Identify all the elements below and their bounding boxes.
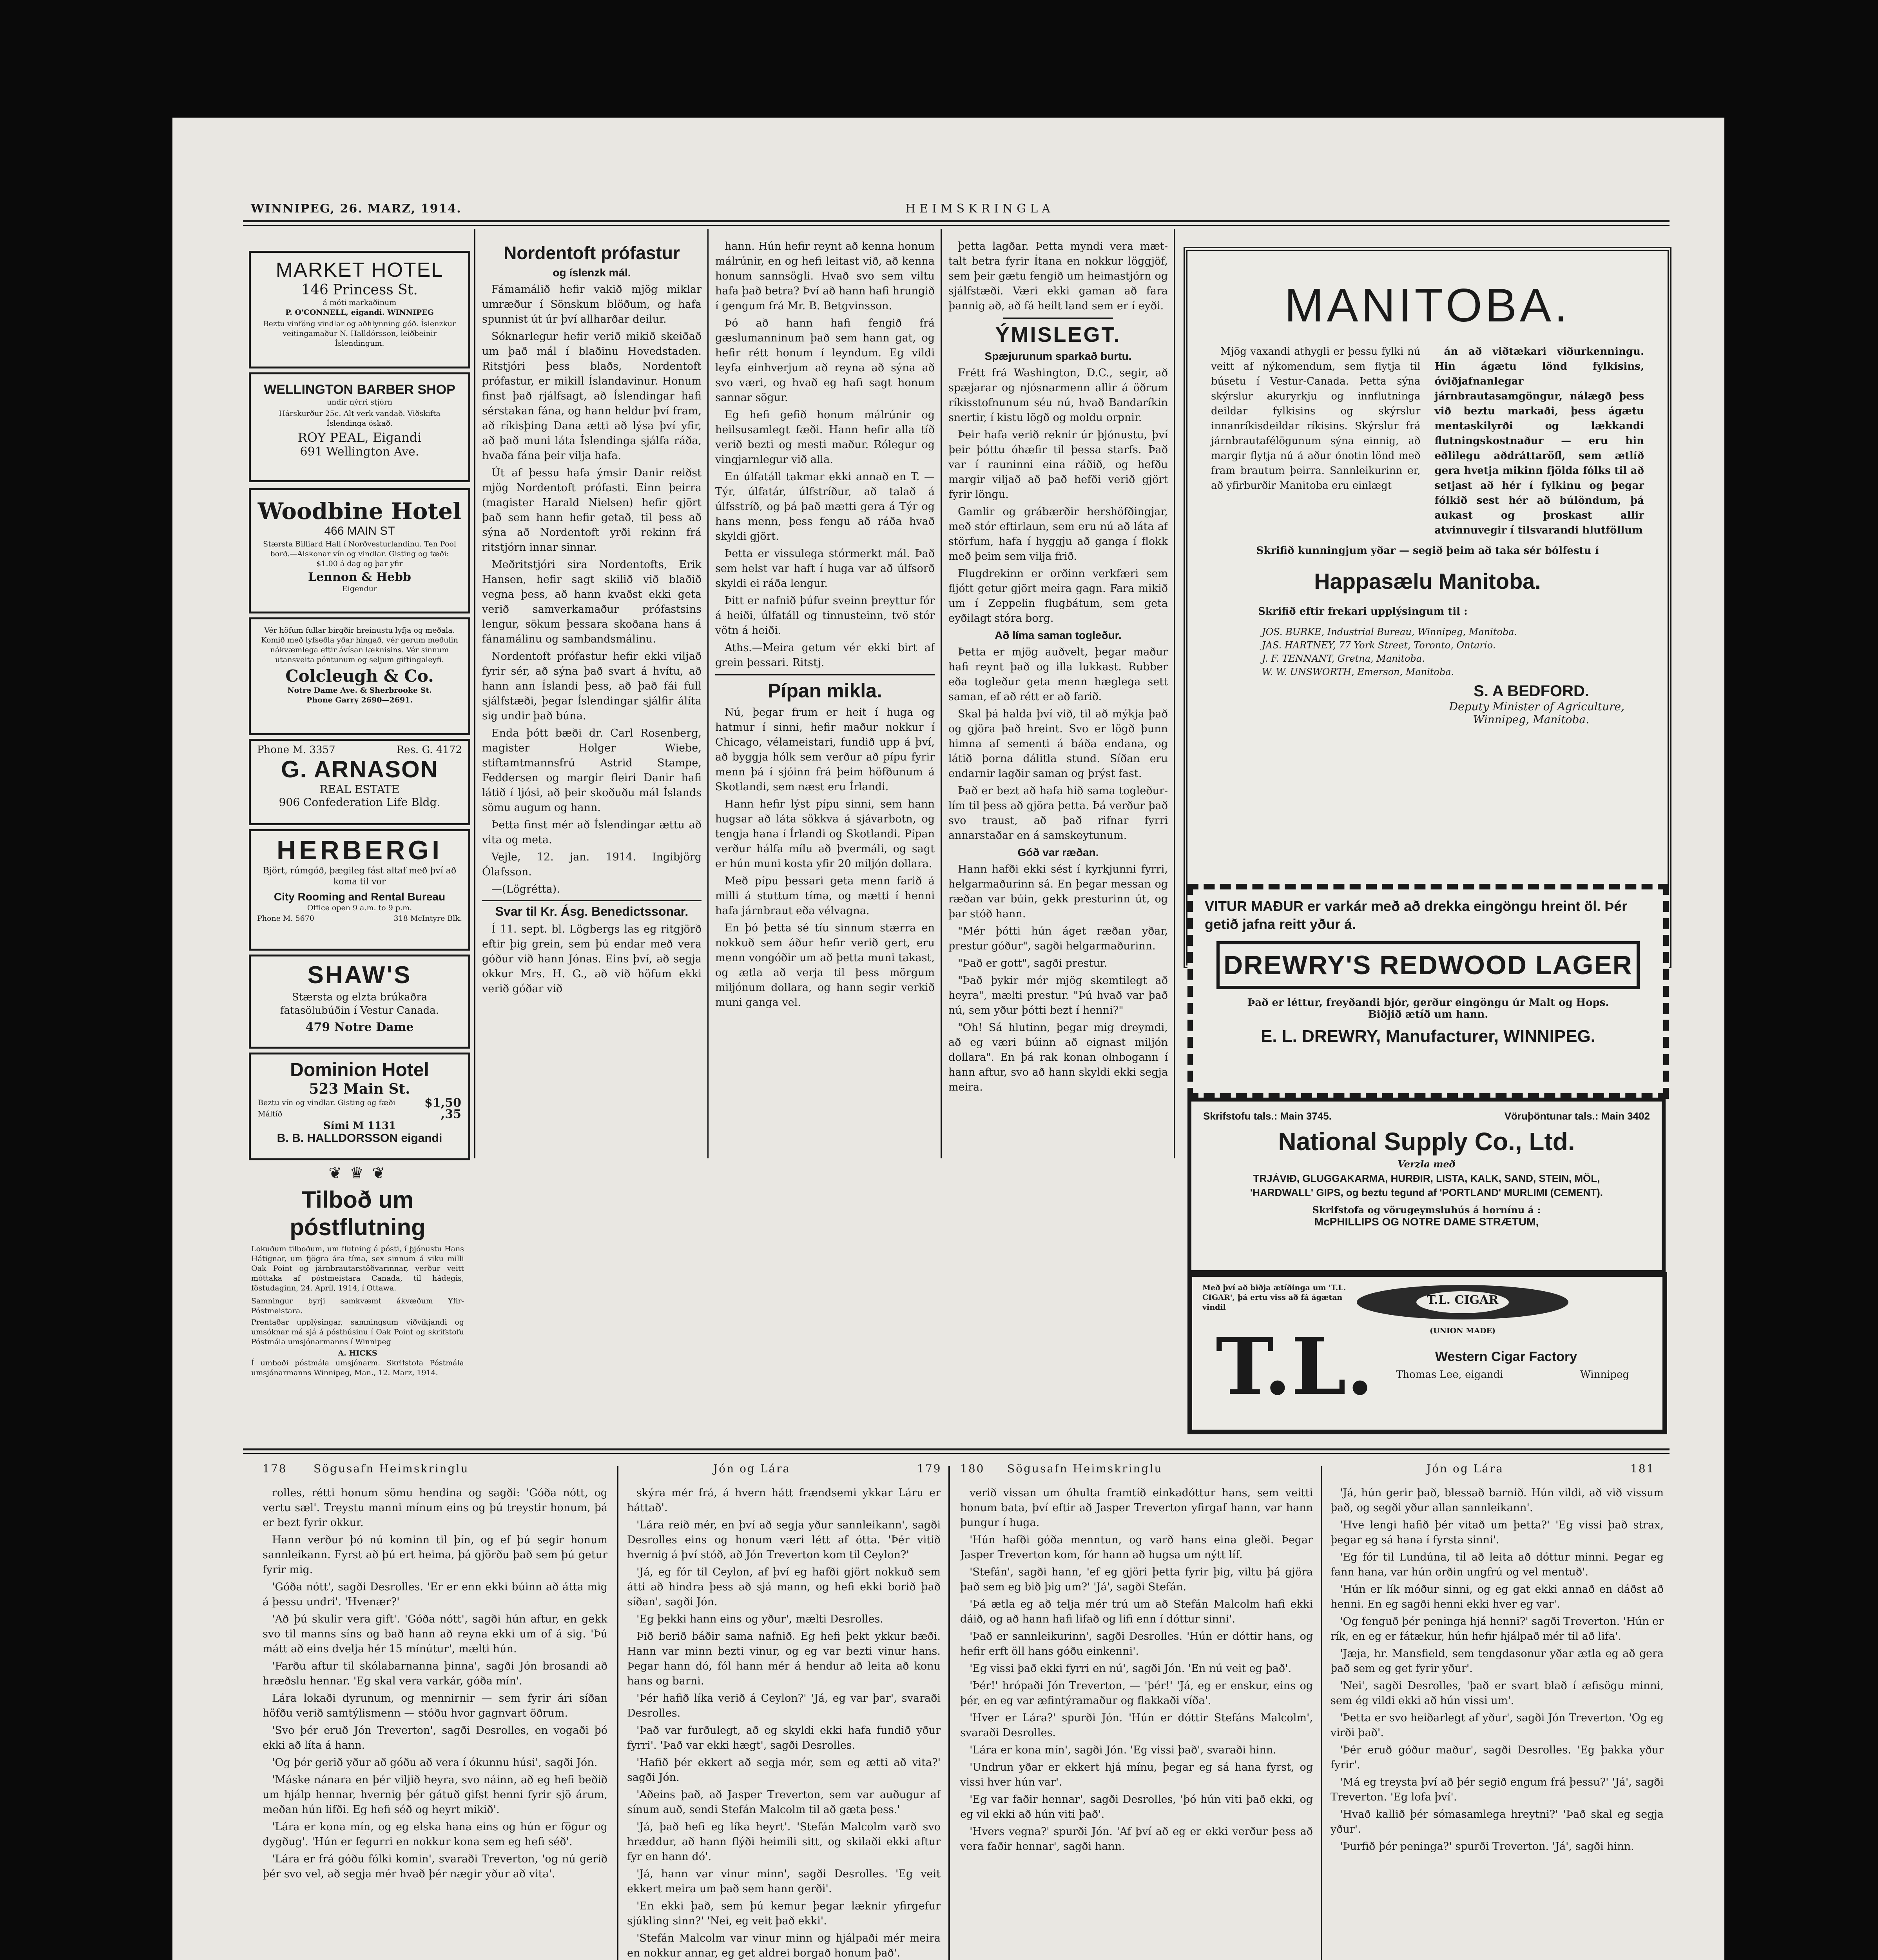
story-paragraph: 'Lára er kona mín', sagði Jón. 'Eg vissi það', svaraði hinn. (970, 1744, 1276, 1756)
page-number: 178 (263, 1462, 287, 1475)
column-rule (1174, 229, 1175, 1158)
tilbod-notice (249, 1164, 466, 1454)
page-running-title: Sögusafn Heimskringlu (1007, 1462, 1163, 1475)
story-paragraph: 'Góða nótt', sagði Desrolles. 'Er er enn ekki búinn að átta mig á þessu undri'. 'Hvenær?' (263, 1581, 607, 1608)
contact-line: JOS. BURKE, Industrial Bureau, Winnipeg, Manitoba. (1262, 626, 1517, 637)
story-paragraph: 'Eg þekki hann eins og yður', mælti Desrolles. (636, 1613, 884, 1625)
ad-address: 479 Notre Dame (305, 1020, 414, 1034)
ad-address: 906 Confederation Life Bldg. (279, 796, 440, 809)
story-paragraph: 'Má eg treysta því að þér segið engum frá þessu?' 'Já', sagði Treverton. 'Eg lofa því'. (1331, 1776, 1664, 1803)
article-subtitle: Spæjurunum sparkað burtu. (984, 350, 1132, 362)
story-paragraph: Lára lokaði dyrunum, og mennirnir — sem fyrir ári síðan höfðu verið samtýlismenn — stóðu hvor gagnvart öðrum. (263, 1692, 607, 1719)
article-paragraph: Gamlir og grábærðir hershöfðingjar, með stór eftirlaun, sem eru nú að láta af störfum, hafa í hyggju að ganga í flokk með þeim sem vilja frið. (948, 506, 1168, 563)
page-running-title: Sögusafn Heimskringlu (314, 1462, 469, 1475)
article-body (715, 239, 935, 670)
article-paragraph: Fámamálið hefir vakið mjög miklar umræður í Sönskum blöðum, og hafa spunnist út úr því allharðar deilur. (482, 283, 702, 325)
column-rule (707, 229, 709, 1158)
national-supply-ad (1187, 1098, 1666, 1274)
article-paragraph: En úlfatáll takmar ekki annað en T. — Týr, úlfatár, úlfstríður, að talað á úlfsstríð, og þá það mætti gera á Týr og hans menn, þess fengu að ráða hvað skyldi gjört. (715, 471, 935, 543)
story-paragraph: 'Og fenguð þér peninga hjá henni?' sagði Treverton. 'Hún er rík, en eg er fátækur, hún hefir hjálpað mér til að lifa'. (1331, 1615, 1664, 1642)
story-paragraph: 'Stefán Malcolm var vinur minn og hjálpaði mér meira en nokkur annar, eg get aldrei borgað honum það'. (627, 1932, 941, 1959)
market-hotel-ad (249, 251, 470, 368)
story-paragraph: 'Þetta er svo heiðarlegt af yður', sagði Jón Treverton. 'Og eg virði það'. (1331, 1712, 1664, 1739)
ad-address: 466 MAIN ST (324, 524, 395, 537)
ad-text: á móti markaðinum (323, 298, 397, 307)
ad-address: McPHILLIPS OG NOTRE DAME STRÆTUM, (1314, 1216, 1539, 1228)
ad-title: MARKET HOTEL (276, 259, 444, 281)
ad-text: án að viðtækari viðurkenningu. Hin ágætu lönd fylkisins, óviðjafnanlegar járnbrautasamgöngur, nálægð þess við beztu markaði, þess ágætu mentaskilyrði og lækkandi flutningskostnaður — eru hin eðlilegu aðdráttaröfl, sem ætlíð gera hvetja mikinn fjölda fólks til að setjast að hér í fylkinu og þegar fólkið sest hér að búlöndum, þá aukast og þroskast allir atvinnuvegir í tilsvarandi hlutföllum (1434, 346, 1644, 536)
ad-text: Það er léttur, freyðandi bjór, gerður eingöngu úr Malt og Hops. Biðjið ætíð um hann. (1247, 997, 1609, 1020)
divider (1003, 318, 1113, 319)
ad-address: Notre Dame Ave. & Sherbrooke St. (287, 686, 432, 695)
ad-phone: Sími M 1131 (323, 1120, 396, 1132)
article-paragraph: Þetta er mjög auðvelt, þegar maður hafi reynt það og illa lukkast. Rubber eða togleður geta menn hæglega sett saman, ef að rétt er að farið. (948, 646, 1168, 703)
header-rule (243, 220, 1670, 222)
story-paragraph: 'Þér hafið líka verið á Ceylon?' 'Já, eg var þar', svaraði Desrolles. (627, 1692, 941, 1719)
article-paragraph: Sóknarlegur hefir verið mikið skeiðað um það mál í blaðinu Hovedstaden. Ritstjóri þess blaðs, Nordentoft prófastur, er mikill Íslandavinur. Honum finst það rjálfsagt, að Íslendingar hafi sérstakan fána, og hann heldur því fram, að ríkisþing Dana ætti að lýsa því yfir, að það muni láta Íslendinga sjálfa ráða, hvaða fána þeir vilja hafa. (482, 330, 702, 462)
story-paragraph: 'Eg vissi það ekki fyrri en nú', sagði Jón. 'En nú veit eg það'. (970, 1662, 1292, 1675)
article-body (948, 366, 1168, 626)
story-paragraph: 'Stefán', sagði hann, 'ef eg gjöri þetta fyrir þig, viltu þá gjöra það sem eg bið þig um?' 'Já', sagði Stefán. (960, 1566, 1313, 1593)
article-paragraph: Þetta finst mér að Íslendingar ættu að vita og meta. (482, 819, 702, 846)
story-column (1331, 1486, 1664, 1960)
article-paragraph: Nordentoft prófastur hefir ekki viljað fyrir sér, að sýna það svart á hvítu, að hann ann Íslandi þess, að það fái full sjálfstæði, þegar Íslendingar sjálfir álíta sig undir það búna. (482, 650, 702, 722)
ymislegt-column (948, 239, 1168, 1156)
ad-title: Woodbine Hotel (257, 498, 462, 524)
article-paragraph: Hann hefir lýst pípu sinni, sem hann hugsar að láta sökkva á sjávarbotn, og tengja hana í Írlandi og Skotlandi. Pípan verður hálfa mílu að þvermáli, og sagt er hún muni kosta yfir 20 miljón dollara. (715, 798, 935, 870)
ad-title: SHAW'S (307, 962, 412, 989)
story-paragraph: 'Já, hún gerir það, blessað barnið. Hún vildi, að við vissum það, og segði yður allan sannleikann'. (1331, 1487, 1664, 1514)
article-paragraph: "Oh! Sá hlutinn, þegar mig dreymdi, að eg væri búinn að eignast miljón dollara". En þá rak konan olnbogann í hann aftur, svo að hann skyldi ekki segja meira. (948, 1022, 1168, 1093)
article-paragraph: þetta lagðar. Þetta myndi vera mæt-talt betra fyrir Ítana en nokkur löggjöf, sem þeir gætu fengið um heimastjórn og sjálfstæði. Væri ekki gaman að fara þannig að, að fá heilt land sem er í eyði. (948, 240, 1168, 312)
ad-text: undir nýrri stjórn (326, 398, 393, 407)
article-paragraph: Flugdrekinn er orðinn verkfæri sem fljótt getur gjört meira gagn. Fara mikið um í Zeppelin flugbátum, sem geta eyðilagt stóra borg. (948, 568, 1168, 624)
ad-brand: DREWRY'S REDWOOD LAGER (1224, 950, 1633, 980)
story-paragraph: 'Jæja, hr. Mansfield, sem tengdasonur yðar ætla eg að gera það sem eg get fyrir yður'. (1331, 1648, 1664, 1675)
crown-ornament-icon: ❦ ♛ ❦ (328, 1164, 387, 1182)
ad-owner: Lennon & Hebb (308, 570, 411, 584)
article-title: Nordentoft prófastur (504, 243, 680, 263)
article-paragraph: Þeir hafa verið reknir úr þjónustu, því þeir þóttu óhæfir til þessa starfs. Það var í rauninni eina ráðið, og hefðu margir viljað að það hefði verið gjört fyrir löngu. (948, 429, 1168, 501)
story-column (627, 1486, 941, 1960)
article-paragraph: Nú, þegar frum er heit í huga og hatmur í sinni, hefir maður nokkur í Chicago, vélameistari, fundið upp á því, að byggja hólk sem verður að pípu fyrir menn þá í sjóinn frá þeim höfðunum á Skotlandi, sem næst eru Írlandi. (715, 706, 935, 793)
ad-text: Máltíð (258, 1110, 283, 1118)
ad-price: $1,50 (424, 1096, 461, 1110)
article-paragraph: En þó þetta sé tíu sinnum stærra en nokkuð sem áður hefir verið gert, eru menn vongóðir um að þetta muni takast, og ætla að verja til þess mörgum miljónum dollara, og hann segir verkið muni ganga vel. (715, 922, 935, 1009)
arnason-ad (249, 739, 470, 825)
contact-list (1187, 617, 1668, 679)
cigar-band-label: T.L. CIGAR (1427, 1293, 1499, 1307)
article-body (948, 645, 1168, 843)
story-paragraph: 'Svo þér eruð Jón Treverton', sagði Desrolles, en vogaði þó ekki að líta á hann. (263, 1724, 607, 1751)
story-paragraph: 'Hún er lík móður sinni, og eg gat ekki annað en dáðst að henni. En eg sagði henni ekki hver eg var'. (1331, 1583, 1664, 1610)
story-paragraph: 'Hún hafði góða menntun, og varð hans eina gleði. Þegar Jasper Treverton kom, fór hann að hugsa um nýtt líf. (960, 1534, 1313, 1561)
ad-title: Colcleugh & Co. (285, 666, 434, 686)
dominion-hotel-ad (249, 1053, 470, 1160)
section-title: ÝMISLEGT. (995, 323, 1121, 347)
page-fold-rule (948, 1466, 950, 1960)
story-paragraph: 'Hver er Lára?' spurði Jón. 'Hún er dóttir Stefáns Malcolm', svaraði Desrolles. (960, 1712, 1313, 1739)
story-paragraph: 'Nei', sagði Desrolles, 'það er svart blað í æfisögu minni, sem ég vildi ekki að hún vissi um'. (1331, 1680, 1664, 1707)
story-paragraph: 'Eg var faðir hennar', sagði Desrolles, 'þó hún viti það ekki, og eg vil ekki að hún viti það'. (960, 1793, 1313, 1820)
article-paragraph: Eg hefi gefið honum málrúnir og heilsusamlegt fæði. Hann hefir alla tíð verið bezti og mesti maður. Rólegur og vingjarnlegur við alla. (715, 409, 935, 466)
ad-text: Eigendur (342, 584, 377, 593)
masthead (251, 202, 1662, 218)
tl-cigar-ad (1187, 1272, 1667, 1434)
page-number: 179 (917, 1462, 942, 1475)
story-paragraph: 'Undrun yðar er ekkert hjá mínu, þegar eg sá hana fyrst, og vissi hver hún var'. (960, 1761, 1313, 1788)
ad-text: Winnipeg, Manitoba. (1473, 713, 1589, 726)
drewry-ad (1187, 884, 1669, 1099)
story-paragraph: Hann verður þó nú kominn til þín, og ef þú segir honum sannleikann. Fyrst að þú ert heima, þá gjörðu það sem þú getur fyrir mig. (263, 1534, 607, 1576)
page-number: 180 (960, 1462, 985, 1475)
article-paragraph: Skal þá halda því við, til að mýkja það og gjöra það hreint. Svo er lögð þunn himna af sementi á báða endana, og látið þorna dálitla stund. Síðan eru endarnir lagðir saman og þrýst fast. (948, 708, 1168, 780)
divider (715, 674, 935, 675)
header-rule-thin (243, 225, 1670, 226)
center-column (715, 239, 935, 1156)
ad-title: MANITOBA. (1284, 279, 1571, 332)
story-paragraph: 'Já, hann var vinur minn', sagði Desrolles. 'Eg veit ekkert meira um það sem hann gerði'. (627, 1868, 941, 1895)
ad-address: 146 Princess St. (301, 282, 418, 298)
ad-phone: Phone M. 5670 (257, 914, 314, 923)
article-paragraph: Þetta er vissulega stórmerkt mál. Það sem helst var haft í huga var að úlfsorð skyldi ei ráða lengur. (715, 548, 935, 590)
ad-address: 318 McIntyre Blk. (393, 914, 462, 923)
ad-text: Skrifstofa og vörugeymsluhús á hornínu á : (1312, 1204, 1541, 1216)
ad-brand: T.L. (1216, 1321, 1374, 1413)
story-paragraph: 'Það var furðulegt, að eg skyldi ekki hafa fundið yður fyrri'. 'Það var ekki hægt', sagði Desrolles. (627, 1724, 941, 1751)
story-paragraph: 'Hvers vegna?' spurði Jón. 'Af því að eg er ekki verður þess að vera faðir hennar', sagði hann. (960, 1826, 1313, 1853)
article-paragraph: "Það er gott", sagði prestur. (958, 957, 1108, 969)
ad-title: HERBERGI (277, 835, 442, 865)
article-paragraph: Með pípu þessari geta menn farið á milli á stuttum tíma, og mætti í henni hafa járnbraut eða vélvagna. (715, 875, 935, 917)
article-paragraph: Þitt er nafnið þúfur sveinn þreyttur fór á heiði, úlfatáll og tinnusteinn, tvö stór vötn á heiði. (715, 595, 935, 637)
story-paragraph: verið vissan um óhulta framtíð einkadóttur hans, sem veitti honum bata, því eftir að Jasper Treverton yfirgaf hann, var hann þungur í huga. (960, 1487, 1313, 1529)
story-paragraph: 'Hve lengi hafið þér vitað um þetta?' 'Eg vissi það strax, þegar eg sá hana í fyrsta sinni'. (1331, 1519, 1664, 1546)
article-title: Svar til Kr. Ásg. Benedictssonar. (495, 904, 689, 918)
column-rule (1321, 1466, 1322, 1960)
article-paragraph: Hann hafði ekki sést í kyrkjunni fyrri, helgarmaðurinn sá. En þegar messan og ræðan var búin, gekk presturinn út, og þar stóð hann. (948, 863, 1168, 920)
story-paragraph: 'Lára er kona mín, og eg elska hana eins og hún er fögur og dygðug'. 'Hún er fegurri en nokkur kona sem eg hefi séð'. (263, 1821, 607, 1848)
story-paragraph: 'En ekki það, sem þú kemur þegar læknir yfirgefur sjúkling sinn?' 'Nei, eg veit það ekki'. (627, 1900, 941, 1927)
article-paragraph: hann. Hún hefir reynt að kenna honum málrúnir, en og hefi leitast við, að kenna honum sannsögli. Hvað svo sem viltu hafa það betra? Því að hann hafi hrungið í gengum frá Mr. B. Betgvinsson. (715, 240, 935, 312)
ad-title: Western Cigar Factory (1435, 1349, 1577, 1364)
article-paragraph: Í 11. sept. bl. Lögbergs las eg ritgjörð eftir þig grein, sem þú endar með vera góður við hann Jónas. Eins því, að segja okkur Mrs. H. G., að við höfum ekki verið góðar við (482, 923, 702, 995)
contact-line: W. W. UNSWORTH, Emerson, Manitoba. (1262, 666, 1454, 677)
ad-phone: Vöruþöntunar tals.: Main 3402 (1504, 1110, 1650, 1122)
story-paragraph: 'Farðu aftur til skólabarnanna þinna', sagði Jón brosandi að hræðslu hennar. 'Eg skal vera varkár, góða mín'. (263, 1660, 607, 1687)
ad-text: (UNION MADE) (1429, 1327, 1496, 1335)
section-rule (243, 1448, 1670, 1450)
ad-phone: Phone Garry 2690—2691. (306, 696, 413, 704)
ad-text: Verzla með (1398, 1158, 1456, 1170)
ad-text: Beztu vinföng vindlar og aðhlynning góð. Íslenzkur veitingamaður N. Halldórsson, leiðbeinir Íslendingum. (263, 319, 456, 348)
story-paragraph: 'Já, það hefi eg líka heyrt'. 'Stefán Malcolm varð svo hræddur, að hann flýði heimili sitt, og skilaði ekki aftur fyr en hann dó'. (627, 1821, 941, 1863)
manitoba-ad (1184, 247, 1671, 968)
story-paragraph: 'Að þú skulir vera gift'. 'Góða nótt', sagði hún aftur, en gekk svo til manns síns og bað hann að reyna ekki um of á sig. 'Þú mátt að eins dvelja hér 15 mínútur', mælti hún. (263, 1613, 607, 1655)
article-paragraph: "Það þykir mér mjög skemtilegt að heyra", mælti prestur. "Þú hvað var það nú, sem yður þótti bezt í henni?" (948, 975, 1168, 1016)
article-paragraph: Meðritstjóri sira Nordentofts, Erik Hansen, hefir sagt skilið við blaðið vegna þess, að hann kvaðst ekki geta verið samverkamaður prófastsins lengur, sökum þessara skoðana hans á fánamálinu og sambandsmálinu. (482, 559, 702, 645)
story-column (263, 1486, 607, 1960)
article-subtitle: Að líma saman togleður. (995, 629, 1122, 641)
paper-title: HEIMSKRINGLA (905, 202, 1054, 216)
notice-title: Tilboð um póstflutning (290, 1187, 426, 1240)
story-column (960, 1486, 1313, 1960)
notice-text: Prentaðar upplýsingar, samningsum viðvíkjandi og umsóknar má sjá á pósthúsinu í Oak Point og skrifstofu Póstmála umsjónarmanns í Winnipeg (251, 1318, 464, 1346)
ad-title: WELLINGTON BARBER SHOP (264, 382, 455, 397)
article-subtitle: og íslenzk mál. (553, 267, 631, 279)
ad-text: Deputy Minister of Agriculture, (1449, 700, 1624, 713)
ad-text: Hárskurður 25c. Alt verk vandað. Viðskifta Íslendinga óskað. (279, 409, 440, 428)
ad-text: Skrifið kunningjum yðar — segið þeim að taka sér bólfestu í (1256, 545, 1599, 557)
ad-title: G. ARNASON (281, 756, 439, 782)
column-rule (617, 1466, 618, 1960)
story-paragraph: 'Eg fór til Lundúna, til að leita að dóttur minni. Þegar eg fann hana, var hún orðin ungfrú og vel mentuð'. (1331, 1551, 1664, 1578)
contact-line: J. F. TENNANT, Gretna, Manitoba. (1262, 653, 1425, 664)
story-paragraph: 'Já, eg fór til Ceylon, af því eg hafði gjört nokkuð sem átti að hindra þess að sjá mann, og hefi ekki borið það síðan', sagði Jón. (627, 1566, 941, 1608)
ad-address: 523 Main St. (309, 1081, 410, 1097)
story-paragraph: 'Þurfið þér peninga?' spurði Treverton. 'Já', sagði hinn. (1340, 1840, 1634, 1853)
column-rule (941, 229, 942, 1158)
newspaper-page (172, 118, 1724, 1960)
story-paragraph: Þið berið báðir sama nafnið. Eg hefi þekt ykkur bæði. Hann var minn bezti vinur, og eg var bezti vinur hans. Þegar hann dó, fól hann mér á hendur að leita að konu hans og barni. (627, 1630, 941, 1687)
contact-line: JAS. HARTNEY, 77 York Street, Toronto, Ontario. (1262, 640, 1496, 651)
wellington-barber-ad (249, 372, 470, 482)
story-paragraph: 'Lára er frá góðu fólki komin', svaraði Treverton, 'og nú gerið þér svo vel, að segja mér hvað þér nægir yður að vita'. (263, 1853, 607, 1880)
section-rule-thin (243, 1453, 1670, 1454)
notice-text: Í umboði póstmála umsjónarm. Skrifstofa Póstmála umsjónarmanns Winnipeg, Man., 12. Marz, 1914. (251, 1359, 464, 1377)
ad-headline: Happasælu Manitoba. (1314, 569, 1541, 593)
ad-address: 691 Wellington Ave. (300, 445, 419, 459)
ad-text: Björt, rúmgóð, þægileg fást altaf með því að koma til vor (263, 866, 457, 887)
story-paragraph: 'Það er sannleikurinn', sagði Desrolles. 'Hún er dóttir hans, og hefir erft öll hans góðu einkenni'. (960, 1630, 1313, 1657)
ad-phone: Res. G. 4172 (396, 744, 462, 756)
story-paragraph: 'Máske nánara en þér viljið heyra, svo náinn, að eg hefi beðið um hjálp hennar, hvernig þér gátuð gifst henni fyrir sjö árum, meðan hún lifði. Eg hefi séð og heyrt mikið'. (263, 1774, 607, 1816)
ad-owner: Thomas Lee, eigandi (1396, 1369, 1503, 1381)
story-paragraph: rolles, rétti honum sömu hendina og sagði: 'Góða nótt, og vertu sæl'. Treystu manni mínum eins og þú treystir honum, þá er bezt fyrir okkur. (263, 1487, 607, 1529)
ad-text: Skrifið eftir frekari upplýsingum til : (1258, 606, 1468, 617)
ad-title: Dominion Hotel (290, 1060, 429, 1080)
ad-address: Winnipeg (1580, 1369, 1630, 1381)
colcleugh-ad (249, 617, 470, 735)
woodbine-hotel-ad (249, 488, 470, 613)
ad-text: REAL ESTATE (319, 783, 400, 796)
story-paragraph: 'Þér!' hrópaði Jón Treverton, — 'þér!' 'Já, eg er enskur, eins og þér, en eg var æfintýramaður og flakkaði víða'. (960, 1680, 1313, 1707)
ad-text: Beztu vín og vindlar. Gisting og fæði (258, 1098, 395, 1107)
ad-owner: B. B. HALLDORSSON eigandi (277, 1132, 442, 1145)
story-paragraph: skýra mér frá, á hvern hátt frændsemi ykkar Láru er háttað'. (627, 1487, 941, 1514)
notice-signature: A. HICKS (338, 1349, 377, 1357)
ad-phone: Phone M. 3357 (257, 744, 335, 756)
story-paragraph: 'Og þér gerið yður að góðu að vera í ókunnu húsi', sagði Jón. (272, 1757, 598, 1769)
dateline: WINNIPEG, 26. MARZ, 1914. (251, 202, 462, 216)
article-paragraph: Enda þótt bæði dr. Carl Rosenberg, magister Holger Wiebe, stiftamtmannsfrú Astrid Stampe, Feddersen og margir fleiri Danir hafi látið í ljósi, að þeir skoðuðu mál Íslands sömu augum og hann. (482, 727, 702, 814)
ad-text: Með því að biðja ætíðinga um 'T.L. CIGAR', þá ertu viss að fá ágætan vindil (1202, 1283, 1346, 1312)
ad-text: Stærsta og elzta brúkaðra fatasölubúðin í Vestur Canada. (280, 991, 439, 1016)
ad-text: VITUR MAÐUR er varkár með að drekka eingöngu hreint öl. Þér getið jafna reitt yður á. (1205, 898, 1628, 932)
article-body (482, 282, 702, 880)
article-paragraph: Þó að hann hafi fengið frá gæslumanninum það sem hann gat, og hefir rétt honum í leyndum. Eg vildi leyfa einhverjum að reyna að sýna að svo væri, og hvað eg hafi sagt honum sannar sögur. (715, 317, 935, 404)
notice-text: Lokuðum tilboðum, um flutning á pósti, í þjónustu Hans Hátignar, um fjögra ára tíma, sex sinnum á viku milli Oak Point og járnbrautarstöðvarinnar, verður veitt móttaka af póstmeistara Canada, til hádegis, föstudaginn, 24. Apríl, 1914, í Ottawa. (251, 1245, 464, 1292)
article-body (948, 862, 1168, 1095)
article-paragraph: Aths.—Meira getum vér ekki birt af grein þessari. Ritstj. (715, 642, 935, 669)
ad-signature: S. A BEDFORD. (1474, 682, 1589, 700)
ad-phone: Skrifstofu tals.: Main 3745. (1203, 1110, 1332, 1122)
story-paragraph: 'Hafið þér ekkert að segja mér, sem eg ætti að vita?' sagði Jón. (627, 1757, 941, 1784)
story-paragraph: 'Þér eruð góður maður', sagði Desrolles. 'Eg þakka yður fyrir'. (1331, 1744, 1664, 1771)
story-paragraph: 'Aðeins það, að Jasper Treverton, sem var auðugur af sínum auð, sendi Stefán Malcolm til að gæta þess.' (627, 1789, 941, 1816)
ad-price: ,35 (440, 1107, 461, 1121)
notice-text: Samningur byrji samkvæmt ákvæðum Yfir-Póstmeistara. (251, 1297, 464, 1315)
ad-text: Office open 9 a.m. to 9 p.m. (307, 904, 412, 912)
article-paragraph: Það er bezt að hafa hið sama togleður-lím til þess að gjöra þetta. Þá verður það svo traust, að það rifnar fyrri annarstaðar en á samskeytunum. (948, 785, 1168, 842)
article-paragraph: Vejle, 12. jan. 1914. Ingibjörg Ólafsson. (482, 851, 702, 878)
nordentoft-article (482, 239, 702, 1156)
article-body (715, 705, 935, 1010)
divider (482, 900, 702, 901)
ad-title: National Supply Co., Ltd. (1278, 1127, 1575, 1156)
article-title: Pípan mikla. (768, 680, 882, 702)
shaws-ad (249, 955, 470, 1049)
ad-text: Vér höfum fullar birgðir hreinustu lyfja og meðala. Komið með lyfseðla yðar hingað, vér gerum meðulin nákvæmlega eftir ávísan læknisins. Vér sinnum utansveita pöntunum og seljum giftingaleyfi. (261, 626, 458, 664)
ad-owner: ROY PEAL, Eigandi (297, 430, 422, 445)
page-number: 181 (1630, 1462, 1655, 1475)
column-rule (474, 229, 475, 1158)
page-running-title: Jón og Lára (713, 1462, 791, 1475)
article-subtitle: Góð var ræðan. (1017, 846, 1099, 858)
herbergi-ad (249, 829, 470, 951)
ad-subtitle: City Rooming and Rental Bureau (274, 891, 446, 903)
story-paragraph: 'Þá ætla eg að telja mér trú um að Stefán Malcolm hafi ekki dáið, og að hann hafi lifað og lifi enn í dóttur sinni'. (960, 1598, 1313, 1625)
ad-text: TRJÁVIÐ, GLUGGAKARMA, HURÐIR, LISTA, KALK, SAND, STEIN, MÖL, 'HARDWALL' GIPS, og beztu tegund af 'PORTLAND' MURLIMI (CEMENT). (1250, 1172, 1603, 1198)
article-source: —(Lögrétta). (491, 883, 560, 895)
article-paragraph: Frétt frá Washington, D.C., segir, að spæjarar og njósnarmenn allir á öðrum ríkisstofnunum séu nú, hvað Bandaríkin snertir, í kistu lögð og moldu orpnir. (948, 367, 1168, 424)
story-paragraph: 'Lára reið mér, en því að segja yður sannleikann', sagði Desrolles eins og honum væri létt af ótta. 'Þér vitið hvernig á því stóð, að Jón Treverton kom til Ceylon?' (627, 1519, 941, 1561)
story-paragraph: 'Hvað kallið þér sómasamlega hreytni?' 'Það skal eg segja yður'. (1331, 1808, 1664, 1835)
page-running-title: Jón og Lára (1427, 1462, 1504, 1475)
ad-maker: E. L. DREWRY, Manufacturer, WINNIPEG. (1260, 1027, 1596, 1046)
article-paragraph: "Mér þótti hún áget ræðan yðar, prestur góður", sagði helgarmaðurinn. (948, 925, 1168, 952)
ad-owner: P. O'CONNELL, eigandi. WINNIPEG (285, 308, 434, 317)
article-paragraph: Út af þessu hafa ýmsir Danir reiðst mjög Nordentoft prófasti. Einn þeirra (magister Harald Nielsen) hefir gjört það sem hann hefir getað, til þess að sýna að Nordentoft yrði rekinn frá ritstjórn innar sinnar. (482, 467, 702, 554)
ad-text: Stærsta Billiard Hall í Norðvesturlandinu. Ten Pool borð.—Alskonar vín og vindlar. Gisting og fæði: $1.00 á dag og þar yfir (263, 540, 456, 568)
ad-text: Mjög vaxandi athygli er þessu fylki nú veitt af nýkomendum, sem flytja til búsetu í Vestur-Canada. Þetta sýna skýrslur akuryrkju og innflutninga deildar fylkisins og skýrslur innanríkisdeildar ríkisins. Skýrslur frá járnbrautafélögunum sýna einnig, að margir flytja nú á aður ónotin lönd með fram brautum þeirra. Sannleikurinn er, að yfirburðir Manitoba eru einlægt (1211, 346, 1421, 492)
